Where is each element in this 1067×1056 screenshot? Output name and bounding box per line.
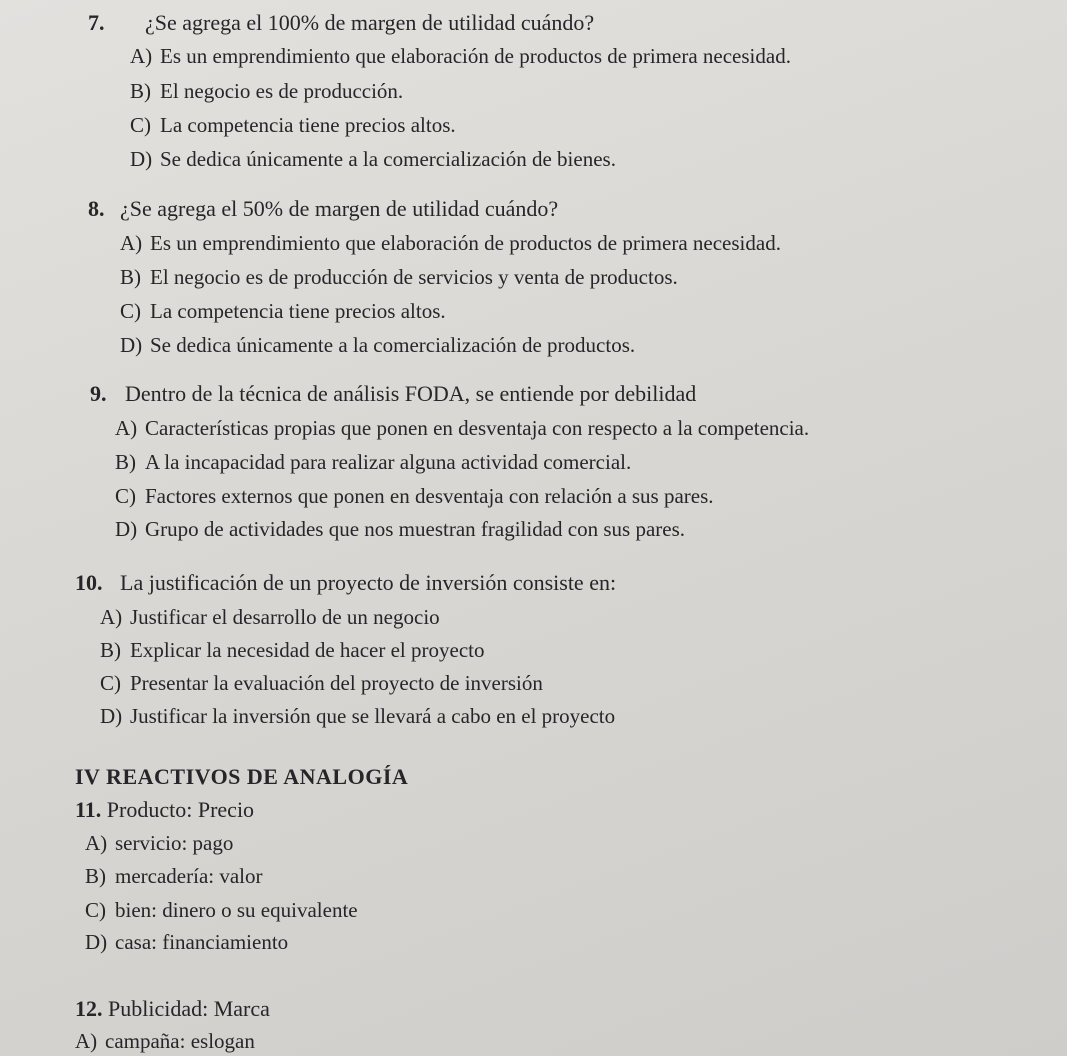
option-text: Se dedica únicamente a la comercialización de productos.	[150, 333, 636, 357]
option-letter: D)	[85, 930, 108, 954]
question-10-option-c	[100, 670, 543, 696]
analogy-11-option-d	[85, 929, 288, 955]
question-9-option-a	[115, 415, 809, 441]
option-text: Factores externos que ponen en desventaja con relación a sus pares.	[145, 484, 714, 508]
option-text: Presentar la evaluación del proyecto de inversión	[130, 671, 543, 695]
option-text: mercadería: valor	[115, 864, 263, 888]
question-9-text: Dentro de la técnica de análisis FODA, se entiende por debilidad	[125, 381, 697, 406]
option-text: casa: financiamiento	[115, 930, 289, 954]
question-8-text: ¿Se agrega el 50% de margen de utilidad cuándo?	[120, 196, 559, 221]
question-10-option-b	[100, 637, 484, 663]
option-letter: D)	[130, 147, 153, 171]
option-text: bien: dinero o su equivalente	[115, 898, 358, 922]
question-9-option-d	[115, 516, 685, 542]
option-letter: A)	[75, 1029, 98, 1053]
option-text: La competencia tiene precios altos.	[160, 113, 456, 137]
option-letter: B)	[100, 638, 121, 662]
option-letter: C)	[85, 898, 106, 922]
question-7-option-a	[130, 43, 791, 69]
option-text: Características propias que ponen en desventaja con respecto a la competencia.	[145, 416, 810, 440]
analogy-12	[75, 996, 270, 1022]
option-letter: C)	[115, 484, 136, 508]
option-letter: B)	[85, 864, 106, 888]
option-letter: A)	[85, 831, 108, 855]
option-text: Justificar el desarrollo de un negocio	[130, 605, 440, 629]
question-10-number: 10.	[75, 570, 103, 595]
analogy-11-number: 11.	[75, 797, 102, 822]
question-9-number: 9.	[90, 381, 107, 406]
section-title: IV REACTIVOS DE ANALOGÍA	[75, 764, 409, 789]
question-7-option-c	[130, 112, 456, 138]
question-8-option-b	[120, 264, 678, 290]
question-7-option-b	[130, 78, 403, 104]
option-letter: D)	[100, 704, 123, 728]
question-10-option-a	[100, 604, 440, 630]
option-text: Se dedica únicamente a la comercialización de bienes.	[160, 147, 616, 171]
question-9-option-b	[115, 449, 631, 475]
analogy-12-text: Publicidad: Marca	[108, 996, 270, 1021]
option-letter: C)	[120, 299, 141, 323]
option-letter: C)	[100, 671, 121, 695]
option-text: campaña: eslogan	[105, 1029, 255, 1053]
analogy-11-option-b	[85, 863, 263, 889]
option-letter: C)	[130, 113, 151, 137]
analogy-12-number: 12.	[75, 996, 103, 1021]
option-text: El negocio es de producción.	[160, 79, 404, 103]
question-8-option-c	[120, 298, 446, 324]
option-letter: D)	[120, 333, 143, 357]
option-text: Es un emprendimiento que elaboración de productos de primera necesidad.	[160, 44, 791, 68]
option-text: Explicar la necesidad de hacer el proyecto	[130, 638, 485, 662]
option-text: Es un emprendimiento que elaboración de productos de primera necesidad.	[150, 231, 781, 255]
question-7-option-d	[130, 146, 616, 172]
option-letter: D)	[115, 517, 138, 541]
analogy-12-option-a	[75, 1028, 255, 1054]
option-text: Grupo de actividades que nos muestran fragilidad con sus pares.	[145, 517, 686, 541]
question-8-number: 8.	[88, 196, 105, 221]
analogy-11-text: Producto: Precio	[106, 797, 255, 822]
option-text: La competencia tiene precios altos.	[150, 299, 446, 323]
option-text: El negocio es de producción de servicios y venta de productos.	[150, 265, 678, 289]
question-7-number: 7.	[88, 10, 105, 35]
option-letter: B)	[120, 265, 141, 289]
question-8-option-d	[120, 332, 635, 358]
option-letter: B)	[115, 450, 136, 474]
option-text: Justificar la inversión que se llevará a cabo en el proyecto	[130, 704, 616, 728]
analogy-11-option-a	[85, 830, 233, 856]
option-letter: A)	[115, 416, 138, 440]
option-letter: A)	[100, 605, 123, 629]
option-text: A la incapacidad para realizar alguna actividad comercial.	[145, 450, 632, 474]
question-8-option-a	[120, 230, 781, 256]
analogy-11	[75, 797, 254, 823]
question-10-text: La justificación de un proyecto de inversión consiste en:	[120, 570, 617, 595]
question-7-text: ¿Se agrega el 100% de margen de utilidad cuándo?	[145, 10, 595, 35]
question-9-option-c	[115, 483, 714, 509]
option-text: servicio: pago	[115, 831, 234, 855]
option-letter: A)	[130, 44, 153, 68]
analogy-11-option-c	[85, 897, 358, 923]
option-letter: A)	[120, 231, 143, 255]
option-letter: B)	[130, 79, 151, 103]
question-10-option-d	[100, 703, 615, 729]
